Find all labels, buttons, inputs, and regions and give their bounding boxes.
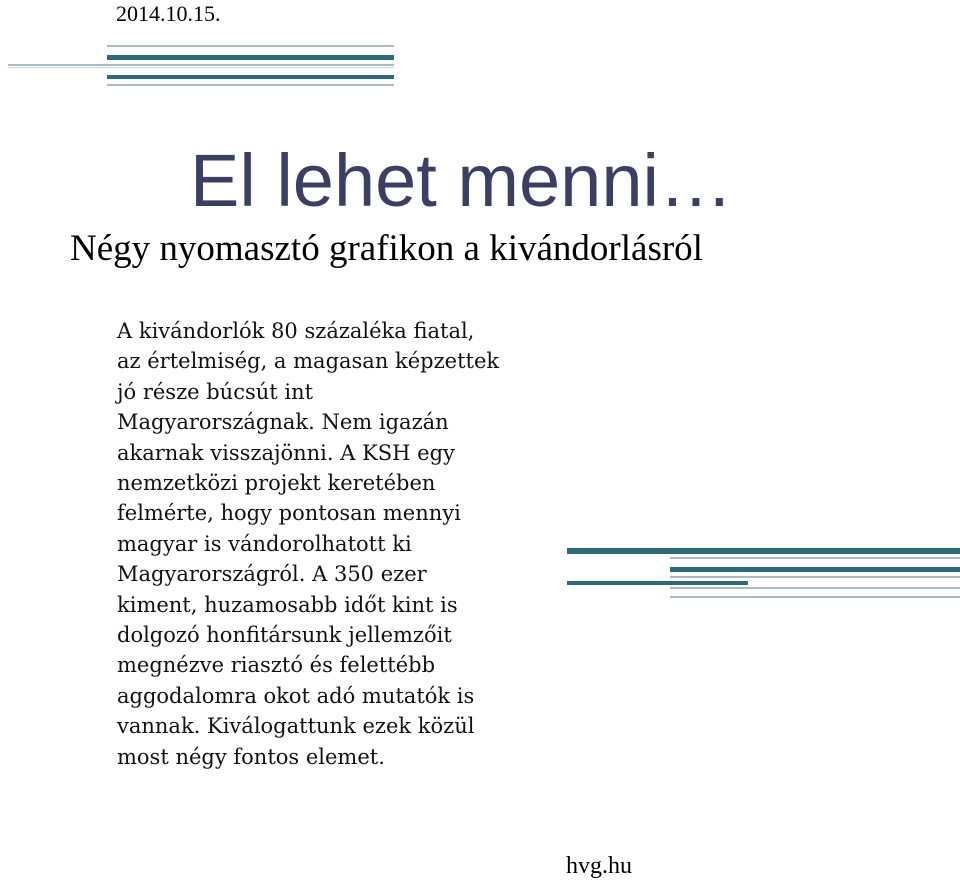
body-line: Magyarországról. A 350 ezer (117, 562, 427, 587)
body-line: vannak. Kiválogattunk ezek közül (117, 714, 475, 739)
body-line: Magyarországnak. Nem igazán (117, 410, 449, 435)
deco-line (107, 75, 394, 79)
page-subtitle: Négy nyomasztó grafikon a kivándorlásról (70, 228, 703, 269)
date-label: 2014.10.15. (116, 1, 221, 26)
body-line: magyar is vándorolhatott ki (117, 531, 412, 556)
body-line: az értelmiség, a magasan képzettek (117, 349, 500, 374)
body-paragraph (117, 316, 557, 772)
deco-line (107, 45, 394, 47)
source-label: hvg.hu (566, 853, 632, 879)
body-line: dolgozó honfitársunk jellemzőit (117, 623, 452, 648)
deco-line (8, 67, 394, 68)
deco-line (670, 567, 960, 572)
deco-line (670, 596, 960, 598)
body-line: aggodalomra okot adó mutatók is (117, 683, 475, 708)
body-line: jó része búcsút int (117, 379, 314, 404)
deco-line (107, 55, 394, 60)
deco-line (567, 548, 960, 554)
body-line: nemzetközi projekt keretében (117, 471, 436, 496)
deco-line (670, 557, 960, 559)
body-line: akarnak visszajönni. A KSH egy (117, 440, 455, 465)
page-title: El lehet menni… (190, 139, 733, 222)
deco-line (8, 64, 394, 66)
body-line: megnézve riasztó és felettébb (117, 653, 436, 678)
deco-line (107, 84, 394, 86)
deco-line (670, 576, 960, 578)
deco-line (670, 587, 960, 589)
body-line: A kivándorlók 80 százaléka fiatal, (117, 319, 475, 343)
deco-line (567, 581, 748, 585)
body-line: felmérte, hogy pontosan mennyi (117, 501, 461, 526)
body-line: most négy fontos elemet. (117, 744, 385, 769)
body-line: kiment, huzamosabb időt kint is (117, 592, 458, 617)
